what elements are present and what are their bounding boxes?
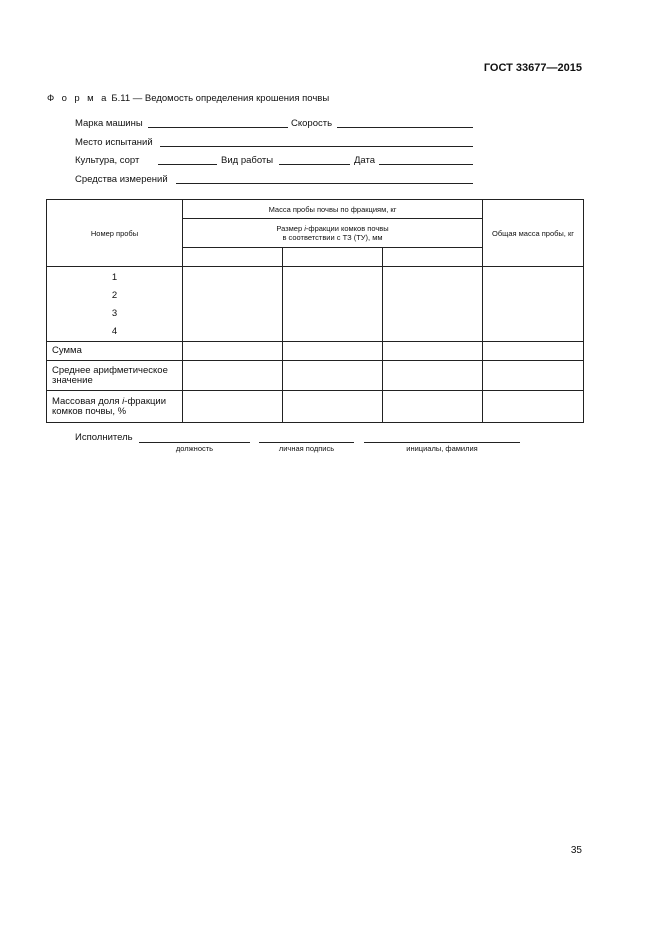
data-cell[interactable] — [383, 267, 483, 342]
sample-number: 4 — [111, 326, 118, 337]
soil-crumbling-table — [46, 199, 584, 423]
name-line[interactable] — [364, 442, 520, 443]
work-type-line[interactable] — [279, 164, 350, 165]
date-label: Дата — [354, 155, 376, 166]
test-place-label: Место испытаний — [75, 137, 153, 148]
form-title — [47, 93, 329, 104]
machine-brand-label: Марка машины — [75, 118, 143, 129]
data-cell[interactable] — [283, 391, 383, 423]
header-sample-number: Номер пробы — [47, 200, 183, 267]
sample-number: 1 — [111, 272, 118, 283]
work-type-label: Вид работы — [221, 155, 274, 166]
row-sum-label: Сумма — [47, 342, 183, 361]
fraction-3-header[interactable] — [383, 248, 483, 267]
position-caption: должность — [175, 444, 214, 453]
crop-variety-label: Культура, сорт — [75, 155, 140, 166]
header-mass-by-fraction: Масса пробы почвы по фракциям, кг — [183, 200, 483, 219]
header-total-mass: Общая масса пробы, кг — [483, 200, 584, 267]
form-title-text: — Ведомость определения крошения почвы — [130, 93, 330, 104]
standard-number: ГОСТ 33677—2015 — [483, 62, 582, 74]
data-cell[interactable] — [283, 361, 383, 391]
crop-variety-line[interactable] — [158, 164, 217, 165]
position-line[interactable] — [139, 442, 250, 443]
speed-line[interactable] — [337, 127, 473, 128]
fraction-1-header[interactable] — [183, 248, 283, 267]
measuring-means-line[interactable] — [176, 183, 473, 184]
fraction-2-header[interactable] — [283, 248, 383, 267]
date-line[interactable] — [379, 164, 473, 165]
data-cell[interactable] — [183, 391, 283, 423]
form-prefix: Ф о р м а — [47, 93, 109, 104]
executor-label: Исполнитель — [75, 432, 133, 443]
name-caption: инициалы, фамилия — [406, 444, 478, 453]
data-cell[interactable] — [383, 361, 483, 391]
signature-caption: личная подпись — [278, 444, 335, 453]
data-cell[interactable] — [183, 361, 283, 391]
signature-line[interactable] — [259, 442, 354, 443]
data-cell[interactable] — [283, 267, 383, 342]
data-cell[interactable] — [183, 267, 283, 342]
row-mean-label: Среднее арифметическое значение — [47, 361, 183, 391]
data-cell[interactable] — [483, 342, 584, 361]
sample-number: 3 — [111, 308, 118, 319]
page-number: 35 — [570, 845, 582, 856]
data-cell[interactable] — [483, 361, 584, 391]
data-cell[interactable] — [483, 267, 584, 342]
data-cell[interactable] — [383, 342, 483, 361]
header-fraction-size: Размер i-фракции комков почвы в соответствии с ТЗ (ТУ), мм — [183, 219, 483, 248]
test-place-line[interactable] — [160, 146, 473, 147]
row-mass-fraction-label: Массовая доля i-фракции комков почвы, % — [47, 391, 183, 423]
sample-numbers-cell — [47, 267, 183, 342]
data-cell[interactable] — [183, 342, 283, 361]
speed-label: Скорость — [291, 118, 333, 129]
measuring-means-label: Средства измерений — [75, 174, 168, 185]
data-cell[interactable] — [383, 391, 483, 423]
data-cell[interactable] — [483, 391, 584, 423]
form-number: Б.11 — [111, 93, 131, 104]
machine-brand-line[interactable] — [148, 127, 288, 128]
sample-number: 2 — [111, 290, 118, 301]
data-cell[interactable] — [283, 342, 383, 361]
